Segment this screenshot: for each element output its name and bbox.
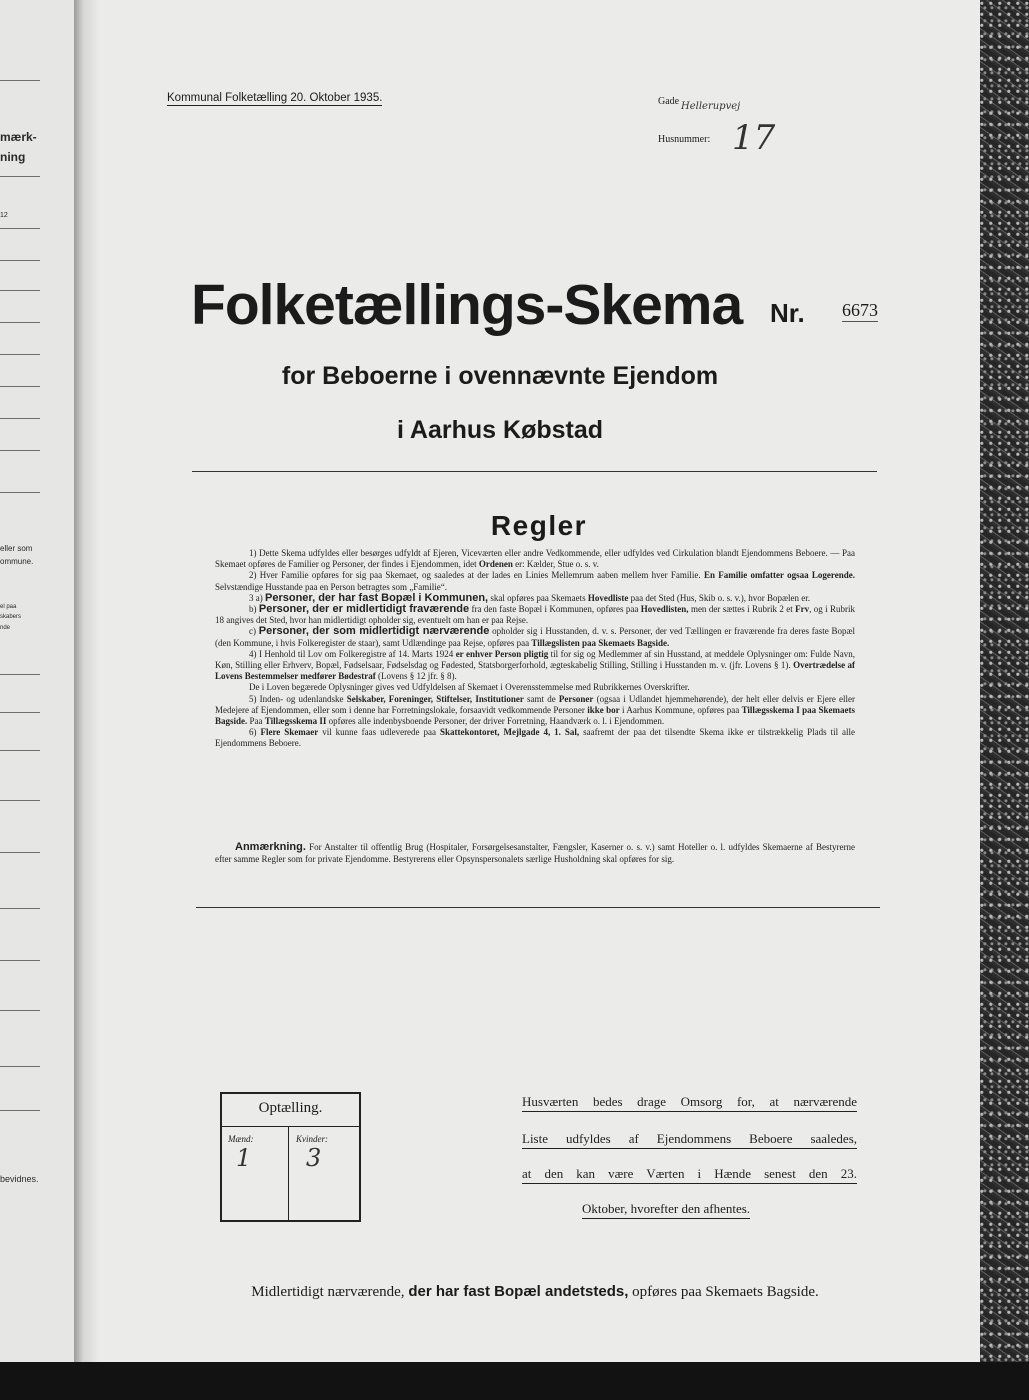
- street-value: Hellerupvej: [681, 101, 741, 112]
- notice-line: at den kan være Værten i Hænde senest den 23.: [522, 1166, 857, 1184]
- left-page-rule: [0, 908, 40, 909]
- women-count: 3: [306, 1144, 322, 1172]
- annotation-text: For Anstalter til offentlig Brug (Hospitaler, Forsørgelsesanstalter, Fængsler, Kaserner o. s. v.) samt Hoteller o. l. udfyldes Skemaerne af Bestyrerne efter samme Regler som for private Ejendomme. Bestyrerens eller Opsynspersonalets særlige Husholdning skal opføres for sig.: [215, 842, 855, 864]
- left-page-text: ning: [0, 150, 26, 164]
- rule-3a: 3 a) Personer, der har fast Bopæl i Kommunen, skal opføres paa Skemaets Hovedliste paa det Sted (Hus, Skib o. s. v.), hvor Bopælen er.: [249, 591, 810, 604]
- house-number-label: Husnummer:: [658, 134, 711, 145]
- rule-6: 6) Flere Skemaer vil kunne faas udleverede paa Skattekontoret, Mejlgade 4, 1. Sal, saafremt der paa det tilsendte Skema ikke er tilstrækkelig Plads til alle Ejendommens Beboere.: [215, 727, 856, 749]
- left-page-text: bevidnes.: [0, 1174, 39, 1184]
- count-box-divider: [222, 1126, 359, 1127]
- section-divider: [196, 907, 880, 908]
- rule-5: 5) Inden- og udenlandske Selskaber, Foreninger, Stiftelser, Institutioner samt de Personer (ogsaa i Udlandet hjemmehørende), der helt eller delvis er Ejere eller Medejere af Ejendommen, eller som i denne har Forretningslokale, forsaavidt vedkommende Personer ikke bor i Aarhus Kommune, opføres paa Tillægsskema I paa Skemaets Bagside. Paa Tillægsskema II opføres alle indenbysboende Personer, der driver Forretning, Haandværk o. l. i Ejendommen.: [215, 693, 856, 727]
- left-page-rule: [0, 674, 40, 675]
- left-page-text: skabers: [0, 614, 22, 620]
- left-page-rule: [0, 80, 40, 81]
- rule-3c: c) Personer, der som midlertidigt nærværende opholder sig i Husstanden, d. v. s. Personer, der ved Tællingen er fraværende fra deres faste Bopæl (den Kommune, i hvis Folkeregister de staar), samt Udlændinge paa Rejse, opføres paa Tillægslisten paa Skemaets Bagside.: [215, 625, 856, 648]
- men-label: Mænd:: [228, 1134, 254, 1144]
- form-subtitle: for Beboerne i ovennævnte Ejendom: [281, 362, 719, 390]
- rule-3b: b) Personer, der er midlertidigt fraværende fra den faste Bopæl i Kommunen, opføres paa Hovedlisten, men der sættes i Rubrik 2 et Frv, og i Rubrik 18 angives det Sted, hvor han midlertidigt opholder sig, eventuelt om han er paa Rejse.: [215, 603, 856, 626]
- left-page-rule: [0, 1010, 40, 1011]
- marbled-cover-edge: [980, 0, 1029, 1362]
- form-number-value: 6673: [842, 300, 878, 320]
- footer-bold: der har fast Bopæl andetsteds,: [408, 1283, 629, 1300]
- left-page-rule: [0, 228, 40, 229]
- census-title: Kommunal Folketælling 20. Oktober 1935.: [167, 92, 383, 104]
- left-page-text: ommune.: [0, 557, 34, 566]
- left-page-rule: [0, 750, 40, 751]
- left-page-text: mærk-: [0, 130, 37, 144]
- left-page-rule: [0, 712, 40, 713]
- notice-line: Husværten bedes drage Omsorg for, at nærværende: [522, 1094, 857, 1112]
- left-page-rule: [0, 176, 40, 177]
- left-page-rule: [0, 418, 40, 419]
- left-page-rule: [0, 1066, 40, 1067]
- count-box-column-divider: [288, 1126, 289, 1220]
- left-page-text: eller som: [0, 544, 33, 553]
- rule-2: 2) Hver Familie opføres for sig paa Skemaet, og saaledes at der lades en Linies Mellemrum aaben mellem hver Familie. En Familie omfatter ogsaa Logerende. Selvstændige Husstande paa en Person betragtes som „Familie“.: [215, 570, 855, 592]
- count-box-title: Optælling.: [258, 1100, 323, 1116]
- form-main-title: Folketællings-Skema: [191, 273, 743, 337]
- women-label: Kvinder:: [296, 1134, 328, 1144]
- count-box: [220, 1092, 361, 1222]
- form-location: i Aarhus Købstad: [396, 416, 604, 444]
- rules-heading: Regler: [490, 510, 588, 541]
- left-page-text: nde: [0, 625, 11, 631]
- house-number-value: 17: [732, 118, 776, 158]
- rule-4-extra: De i Loven begærede Oplysninger gives ved Udfyldelsen af Skemaet i Overensstemmelse med Rubrikkernes Overskrifter.: [249, 682, 690, 693]
- left-page-rule: [0, 800, 40, 801]
- street-label: Gade: [658, 96, 680, 107]
- left-page-rule: [0, 960, 40, 961]
- left-page-rule: [0, 492, 40, 493]
- left-page-text: 12: [0, 212, 8, 219]
- left-page-fragment: [0, 0, 74, 1362]
- left-page-rule: [0, 450, 40, 451]
- left-page-rule: [0, 290, 40, 291]
- left-page-rule: [0, 322, 40, 323]
- left-page-text: el paa: [0, 604, 17, 610]
- left-page-rule: [0, 852, 40, 853]
- book-spine: [74, 0, 100, 1362]
- left-page-rule: [0, 386, 40, 387]
- left-page-rule: [0, 260, 40, 261]
- notice-line: Liste udfyldes af Ejendommens Beboere saaledes,: [522, 1131, 857, 1149]
- rule-1: 1) Dette Skema udfyldes eller besørges udfyldt af Ejeren, Viceværten eller andre Vedkommende, eller udfyldes ved Cirkulation blandt Ejendommens Beboere. — Paa Skemaet opføres de Familier og Personer, der findes i Ejendommen, idet Ordenen er: Kælder, Stue o. s. v.: [215, 548, 855, 570]
- footer-pre: Midlertidigt nærværende,: [251, 1284, 405, 1300]
- annotation-lead: Anmærkning.: [235, 841, 306, 853]
- title-divider: [192, 471, 877, 472]
- footer-note: [0, 1283, 1029, 1301]
- annotation-note: [215, 842, 855, 865]
- left-page-rule: [0, 354, 40, 355]
- notice-line: Oktober, hvorefter den afhentes.: [582, 1201, 750, 1219]
- rules-text: [215, 548, 855, 750]
- left-page-rule: [0, 1110, 40, 1111]
- rule-4: 4) I Henhold til Lov om Folkeregistre af 14. Marts 1924 er enhver Person pligtig til for sig og Medlemmer af sin Husstand, at meddele Oplysninger om: Fulde Navn, Køn, Stilling eller Erhverv, Bopæl, Fødselsaar, Fødselsdag og Fødested, Statsborgerforhold, ægteskabelig Stilling, Stilling i Husstanden m. v. (jfr. Lovens § 1). Overtrædelse af Lovens Bestemmelser medfører Bødestraf (Lovens § 12 jfr. § 8).: [215, 648, 856, 682]
- footer-post: opføres paa Skemaets Bagside.: [632, 1284, 819, 1300]
- form-number-label: Nr.: [770, 298, 805, 328]
- men-count: 1: [236, 1144, 252, 1172]
